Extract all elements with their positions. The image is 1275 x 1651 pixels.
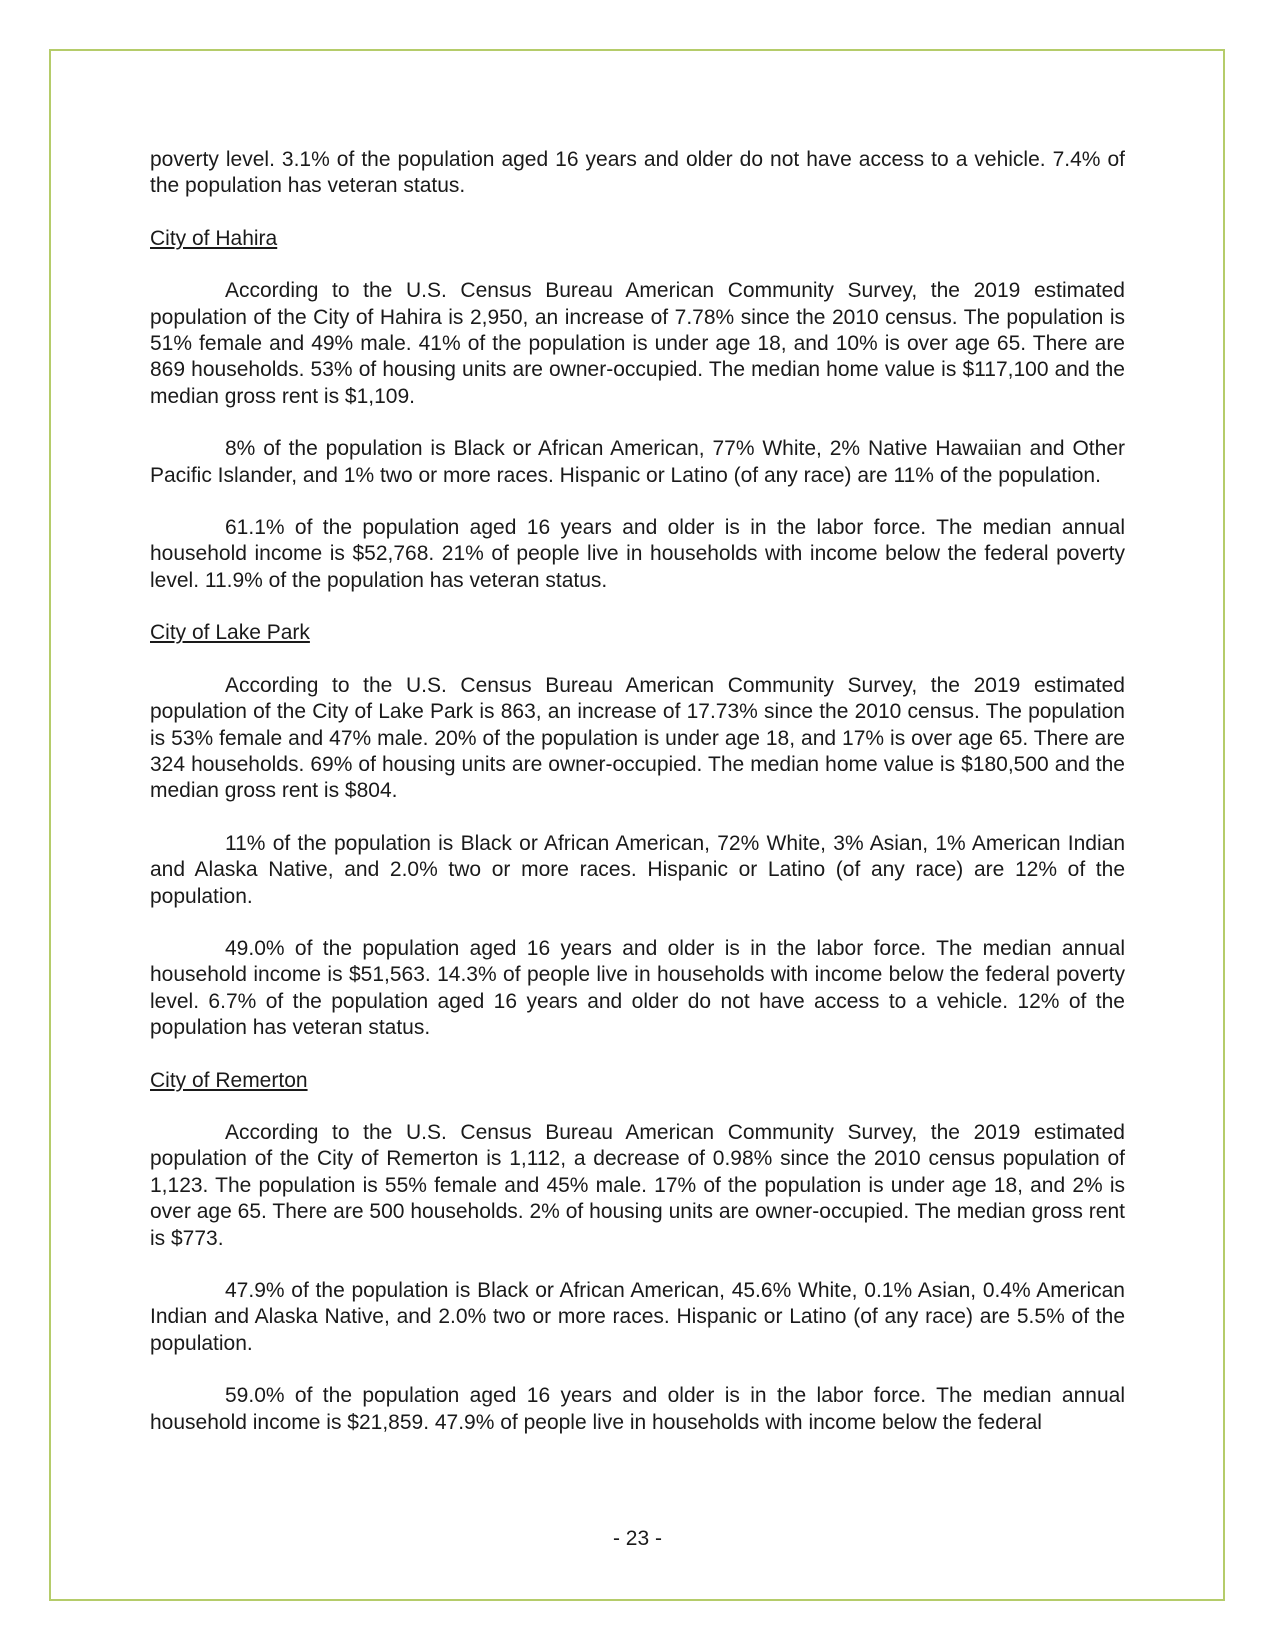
remerton-paragraph-1: According to the U.S. Census Bureau American Community Survey, the 2019 estimated population of the City of Remerton is 1,112, a decrease of 0.98% since the 2010 census population of 1,123. The population is 55% female and 45% male. 17% of the population is under age 18, and 2% is over age 65. There are 500 households. 2% of housing units are owner-occupied. The median gross rent is $773. <box>150 1120 1125 1250</box>
lake-park-paragraph-3: 49.0% of the population aged 16 years and older is in the labor force. The median annual household income is $51,563. 14.3% of people live in households with income below the federal poverty level. 6.7% of the population aged 16 years and older do not have access to a vehicle. 12% of the population has veteran status. <box>150 936 1125 1040</box>
lake-park-paragraph-2: 11% of the population is Black or African American, 72% White, 3% Asian, 1% American Indian and Alaska Native, and 2.0% two or more races. Hispanic or Latino (of any race) are 12% of the population. <box>150 831 1125 908</box>
document-body <box>150 147 1125 1462</box>
section-heading-remerton: City of Remerton <box>150 1068 308 1092</box>
intro-paragraph: poverty level. 3.1% of the population aged 16 years and older do not have access to a vehicle. 7.4% of the population has veteran status. <box>150 148 1125 198</box>
section-heading-lake-park: City of Lake Park <box>150 621 310 645</box>
hahira-paragraph-3: 61.1% of the population aged 16 years and older is in the labor force. The median annual household income is $52,768. 21% of people live in households with income below the federal poverty level. 11.9% of the population has veteran status. <box>150 516 1125 592</box>
hahira-paragraph-1: According to the U.S. Census Bureau American Community Survey, the 2019 estimated population of the City of Hahira is 2,950, an increase of 7.78% since the 2010 census. The population is 51% female and 49% male. 41% of the population is under age 18, and 10% is over age 65. There are 869 households. 53% of housing units are owner-occupied. The median home value is $117,100 and the median gross rent is $1,109. <box>150 279 1125 408</box>
remerton-paragraph-3: 59.0% of the population aged 16 years and older is in the labor force. The median annual household income is $21,859. 47.9% of people live in households with income below the federal <box>150 1384 1125 1434</box>
page-number: - 23 - <box>612 1527 662 1550</box>
lake-park-paragraph-1: According to the U.S. Census Bureau American Community Survey, the 2019 estimated population of the City of Lake Park is 863, an increase of 17.73% since the 2010 census. The population is 53% female and 47% male. 20% of the population is under age 18, and 17% is over age 65. There are 324 households. 69% of housing units are owner-occupied. The median home value is $180,500 and the median gross rent is $804. <box>150 673 1125 803</box>
hahira-paragraph-2: 8% of the population is Black or African American, 77% White, 2% Native Hawaiian and Other Pacific Islander, and 1% two or more races. Hispanic or Latino (of any race) are 11% of the population. <box>150 437 1125 487</box>
section-heading-hahira: City of Hahira <box>150 226 278 250</box>
remerton-paragraph-2: 47.9% of the population is Black or African American, 45.6% White, 0.1% Asian, 0.4% American Indian and Alaska Native, and 2.0% two or more races. Hispanic or Latino (of any race) are 5.5% of the population. <box>150 1279 1125 1355</box>
